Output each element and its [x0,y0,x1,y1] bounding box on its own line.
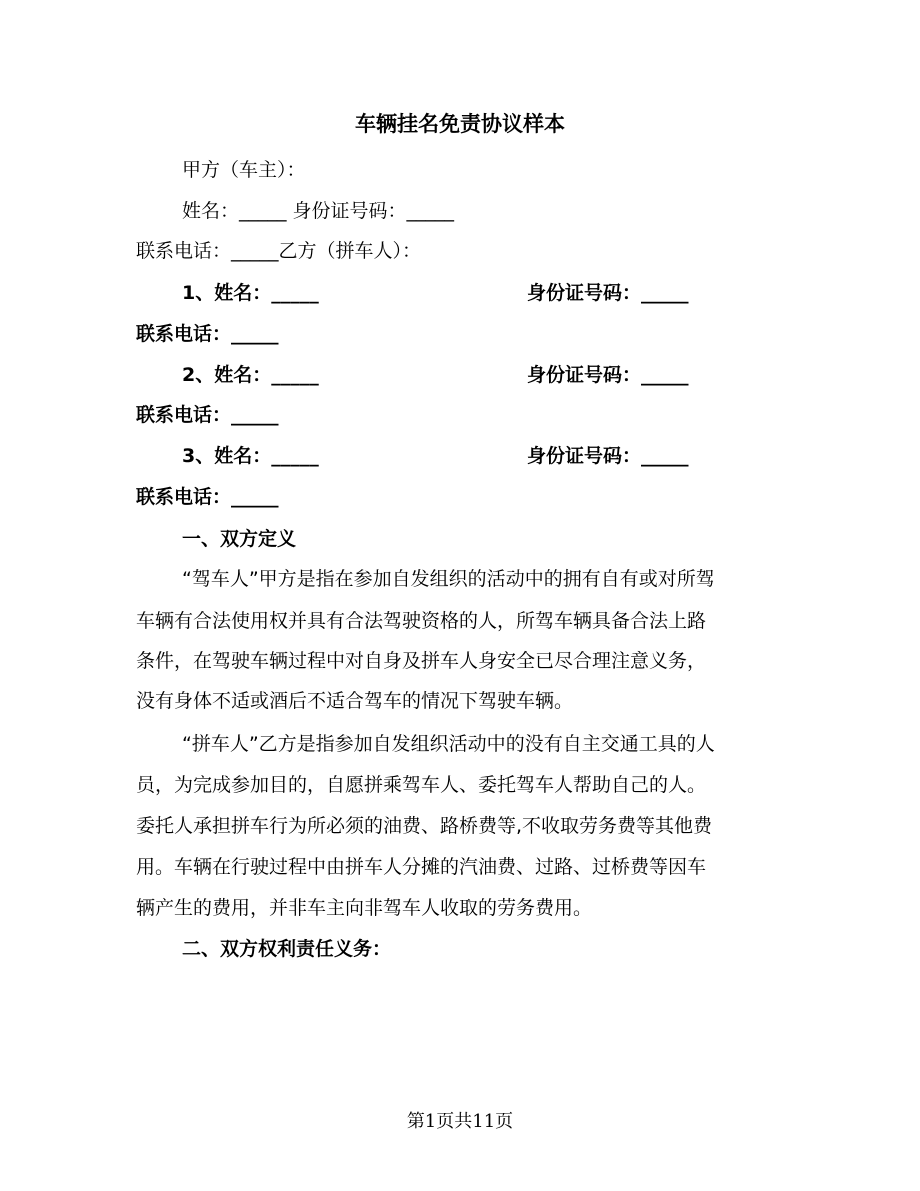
passenger-3-phone: 联系电话：_____ [136,486,279,508]
para-1-line-2: 车辆有合法使用权并具有合法驾驶资格的人，所驾车辆具备合法上路 [136,610,707,632]
passenger-1-id: 身份证号码：_____ [527,282,689,304]
para-2-line-5: 辆产生的费用，并非车主向非驾车人收取的劳务费用。 [136,897,593,919]
passenger-3-id: 身份证号码：_____ [527,445,689,467]
party-a-name-id-line: 姓名：_____ 身份证号码：_____ [182,200,455,222]
para-2-line-1: “拼车人”乙方是指参加自发组织活动中的没有自主交通工具的人 [182,733,715,755]
para-1-line-4: 没有身体不适或酒后不适合驾车的情况下驾驶车辆。 [136,690,574,712]
para-1-line-1: “驾车人”甲方是指在参加自发组织的活动中的拥有自有或对所驾 [182,568,715,590]
passenger-2-phone: 联系电话：_____ [136,404,279,426]
passenger-2-id: 身份证号码：_____ [527,364,689,386]
passenger-3-name: 3、姓名：_____ [182,445,319,467]
passenger-1-name: 1、姓名：_____ [182,282,319,304]
passenger-2-name: 2、姓名：_____ [182,364,319,386]
section-2-heading: 二、双方权利责任义务： [182,938,392,960]
passenger-1-phone: 联系电话：_____ [136,323,279,345]
section-1-heading: 一、双方定义 [182,528,297,550]
para-2-line-4: 用。车辆在行驶过程中由拼车人分摊的汽油费、过路、过桥费等因车 [136,856,707,878]
para-2-line-2: 员，为完成参加目的，自愿拼乘驾车人、委托驾车人帮助自己的人。 [136,774,707,796]
document-title: 车辆挂名免责协议样本 [355,112,565,136]
para-2-line-3: 委托人承担拼车行为所必须的油费、路桥费等,不收取劳务费等其他费 [136,815,713,837]
party-a-heading: 甲方（车主）： [182,159,306,181]
para-1-line-3: 条件，在驾驶车辆过程中对自身及拼车人身安全已尽合理注意义务， [136,650,707,672]
party-a-phone-party-b-line: 联系电话：_____乙方（拼车人）： [136,240,422,262]
page-footer: 第1页共11页 [406,1111,514,1132]
